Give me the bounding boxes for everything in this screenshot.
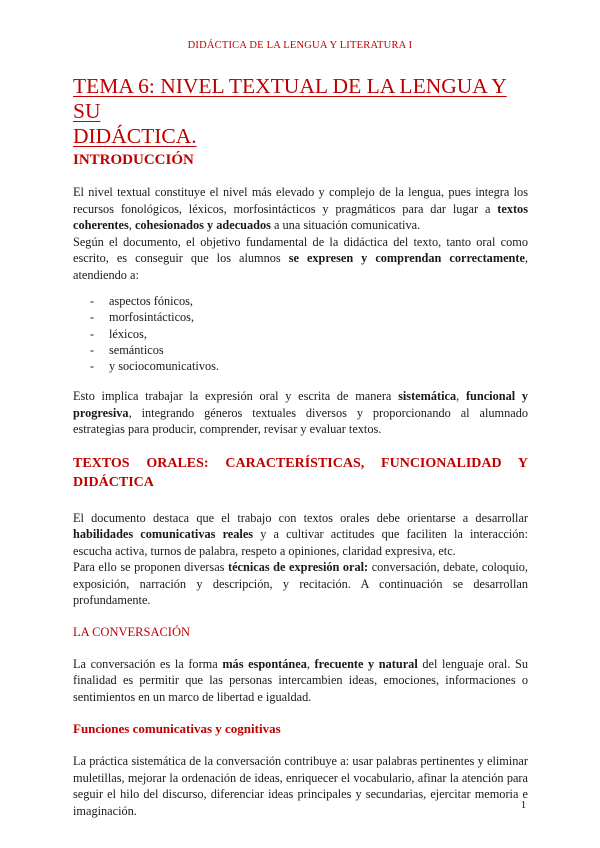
intro-paragraph-3: Esto implica trabajar la expresión oral y escrita de manera sistemática, funcional y progresiva, integrando géneros textuales diversos y proporcionando al alumnado estrategias para producir, comprender, revisar y evaluar textos. [73,389,528,437]
intro-paragraph-2: Según el documento, el objetivo fundamental de la didáctica del texto, tanto oral como escrito, es conseguir que los alumnos se expresen y comprendan correctamente, atendiendo a: [73,234,529,282]
heading-introduccion: INTRODUCCIÓN [73,152,194,168]
list-item: - aspectos fónicos, [90,294,194,308]
heading-funciones: Funciones comunicativas y cognitivas [73,721,281,737]
aspects-list [73,293,528,374]
running-header: DIDÁCTICA DE LA LENGUA Y LITERATURA I [187,40,413,51]
title-line-2: DIDÁCTICA. [73,124,197,148]
title-line-1: TEMA 6: NIVEL TEXTUAL DE LA LENGUA Y SU [73,74,507,123]
page-number: 1 [521,800,526,811]
list-item: - y sociocomunicativos. [90,359,219,374]
heading-textos-orales: TEXTOS ORALES: CARACTERÍSTICAS, FUNCIONALIDAD Y DIDÁCTICA [73,455,528,490]
orales-paragraph-1: El documento destaca que el trabajo con textos orales debe orientarse a desarrollar habilidades comunicativas reales y a cultivar actitudes que faciliten la interacción: escucha activa, turnos de palabra, respeto a opiniones, claridad expresiva, etc. [73,510,528,558]
intro-paragraph-1: El nivel textual constituye el nivel más elevado y complejo de la lengua, pues integra los recursos fonológicos, léxicos, morfosintácticos y pragmáticos para dar lugar a textos coherentes, cohesionados y adecuados a una situación comunicativa. [73,185,528,232]
document-body [73,74,528,819]
list-item: - semánticos [90,342,164,357]
list-item: - léxicos, [90,326,147,341]
conversacion-paragraph-1: La conversación es la forma más espontánea, frecuente y natural del lenguaje oral. Su finalidad es permitir que las personas intercambien ideas, emociones, informaciones o sentimientos en un marco de libertad e igualdad. [73,656,529,704]
orales-paragraph-2: Para ello se proponen diversas técnicas de expresión oral: conversación, debate, coloquio, exposición, narración y descripción, y recitación. A continuación se desarrollan profundamente. [73,560,528,608]
document-title [73,74,528,149]
list-item: - morfosintácticos, [90,310,195,325]
conversacion-paragraph-2: La práctica sistemática de la conversación contribuye a: usar palabras pertinentes y eliminar muletillas, mejorar la ordenación de ideas, enriquecer el vocabulario, afinar la atención para seguir el hilo del discurso, diferenciar ideas principales y secundarias, ejercitar memoria e imaginación. [73,754,528,818]
heading-conversacion: LA CONVERSACIÓN [73,624,191,639]
